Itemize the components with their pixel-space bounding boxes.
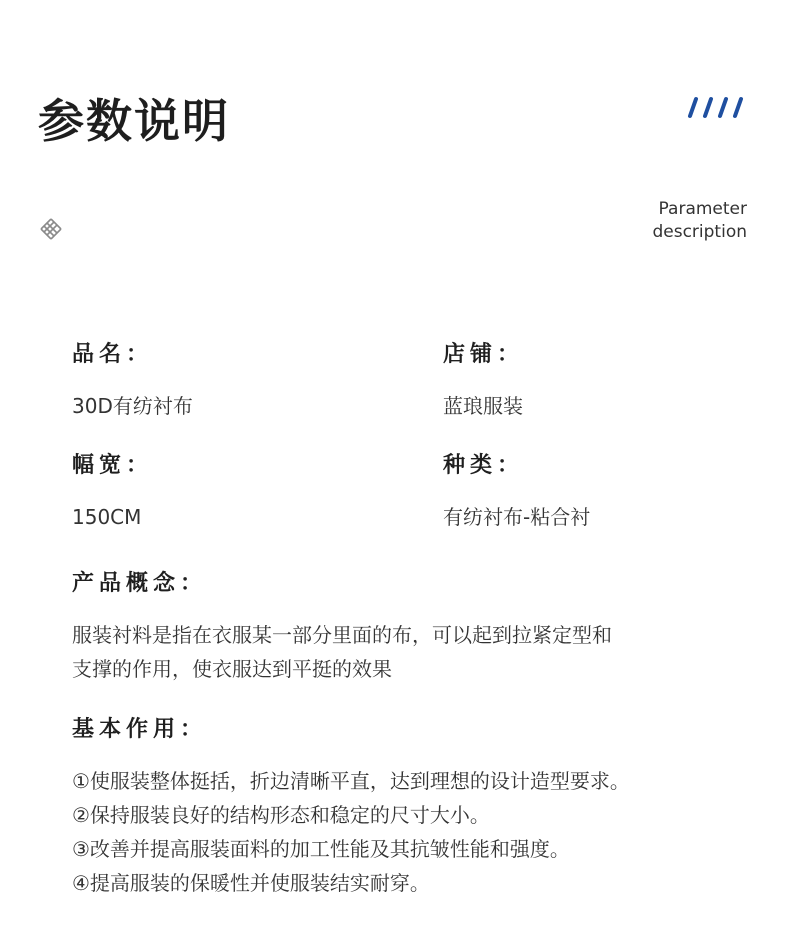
- store-label: 店铺：: [443, 342, 525, 367]
- type-value: 有纺衬布-粘合衬: [443, 505, 591, 529]
- knot-pattern-icon: [37, 215, 65, 243]
- width-label: 幅宽：: [72, 453, 154, 478]
- subtitle-line: description: [652, 222, 747, 242]
- subtitle-line: Parameter: [658, 199, 747, 219]
- function-item: ①使服装整体挺括，折边清晰平直，达到理想的设计造型要求。: [72, 769, 630, 793]
- product-name-value: 30D有纺衬布: [72, 394, 193, 418]
- page-title: 参数说明: [38, 94, 230, 148]
- function-item: ④提高服装的保暖性并使服装结实耐穿。: [72, 871, 430, 895]
- basic-function-label: 基本作用：: [72, 717, 208, 742]
- basic-function-list: [72, 764, 630, 900]
- width-value: 150CM: [72, 505, 142, 529]
- function-item: ③改善并提高服装面料的加工性能及其抗皱性能和强度。: [72, 837, 570, 861]
- concept-line: 服装衬料是指在衣服某一部分里面的布，可以起到拉紧定型和: [72, 623, 612, 647]
- function-item: ②保持服装良好的结构形态和稳定的尺寸大小。: [72, 803, 490, 827]
- type-label: 种类：: [443, 453, 525, 478]
- concept-line: 支撑的作用，使衣服达到平挺的效果: [72, 657, 392, 681]
- product-concept-text: [72, 618, 612, 686]
- store-value: 蓝琅服装: [443, 394, 523, 418]
- slash-lines-icon: [686, 96, 750, 120]
- product-name-label: 品名：: [72, 342, 154, 367]
- english-subtitle: [652, 198, 747, 244]
- product-concept-label: 产品概念：: [72, 571, 208, 596]
